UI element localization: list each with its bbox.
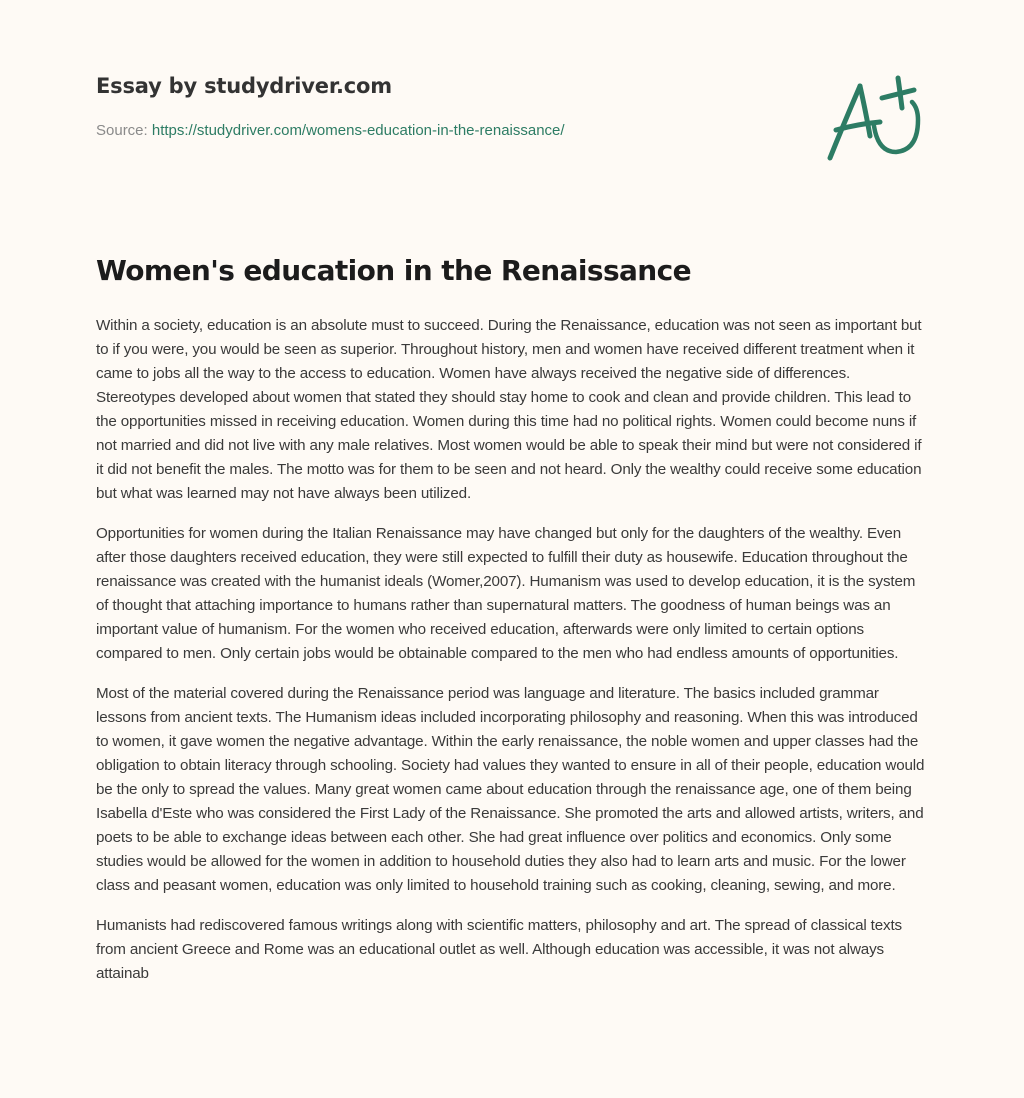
source-link[interactable]: https://studydriver.com/womens-education-in-the-renaissance/ <box>151 122 565 139</box>
paragraph: Within a society, education is an absolute must to succeed. During the Renaissance, education was not seen as important but to if you were, you would be seen as superior. Throughout history, men and women have received different treatment when it came to jobs all the way to the access to education. Women have always received the negative side of differences. Stereotypes developed about women that stated they should stay home to cook and clean and provide children. This lead to the opportunities missed in receiving education. Women during this time had no political rights. Women could become nuns if not married and did not live with any male relatives. Most women would be able to speak their mind but were not considered if it did not benefit the males. The motto was for them to be seen and not heard. Only the wealthy could receive some education but what was learned may not have always been utilized. <box>96 317 922 502</box>
paragraph: Humanists had rediscovered famous writings along with scientific matters, philosophy and art. The spread of classical texts from ancient Greece and Rome was an educational outlet as well. Although education was accessible, it was not always attainab <box>96 917 902 982</box>
source-label: Source: <box>96 122 152 139</box>
a-plus-grade-icon <box>822 68 930 168</box>
brand-title: Essay by studydriver.com <box>96 74 392 98</box>
article-title: Women's education in the Renaissance <box>96 254 692 287</box>
paragraph: Most of the material covered during the Renaissance period was language and literature. The basics included grammar lessons from ancient texts. The Humanism ideas included incorporating philosophy and reasoning. When this was introduced to women, it gave women the negative advantage. Within the early renaissance, the noble women and upper classes had the obligation to obtain literacy through schooling. Society had values they wanted to ensure in all of their people, education would be the only to spread the values. Many great women came about education through the renaissance age, one of them being Isabella d'Este who was considered the First Lady of the Renaissance. She promoted the arts and allowed artists, writers, and poets to be able to exchange ideas between each other. She had great influence over politics and economics. Only some studies would be allowed for the women in addition to household duties they also had to learn arts and music. For the lower class and peasant women, education was only limited to household training such as cooking, cleaning, sewing, and more. <box>96 685 925 894</box>
page-header <box>96 74 796 139</box>
source-line <box>96 122 796 139</box>
article-body <box>96 314 930 1002</box>
paragraph: Opportunities for women during the Italian Renaissance may have changed but only for the daughters of the wealthy. Even after those daughters received education, they were still expected to fulfill their duty as housewife. Education throughout the renaissance was created with the humanist ideals (Womer,2007). Humanism was used to develop education, it is the system of thought that attaching importance to humans rather than supernatural matters. The goodness of human beings was an important value of humanism. For the women who received education, afterwards were only limited to certain options compared to men. Only certain jobs would be obtainable compared to the men who had endless amounts of opportunities. <box>96 525 916 662</box>
